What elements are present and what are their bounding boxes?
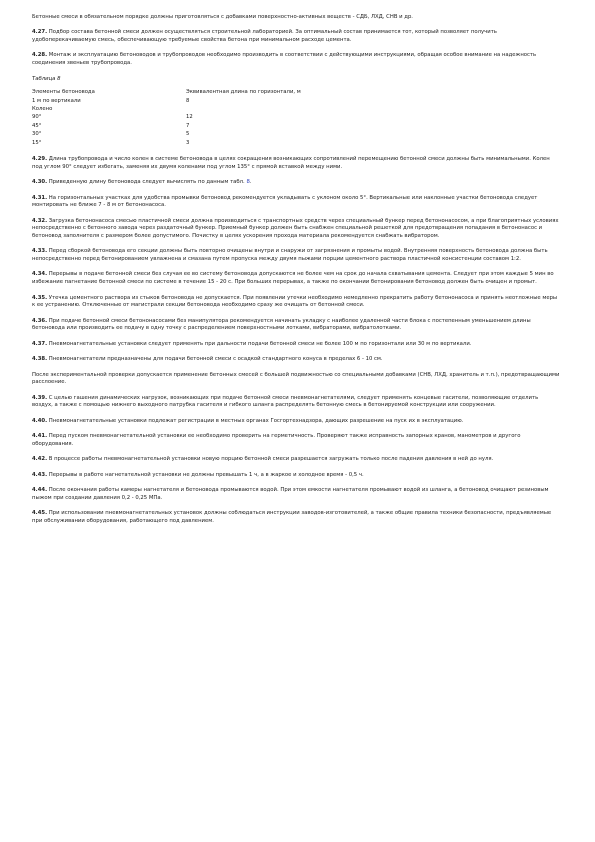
table-cell: 12 (186, 114, 193, 121)
table-cell: 90° (32, 114, 42, 121)
paragraph-text: На горизонтальных участках для удобства промывки бетоновод рекомендуется укладывать с уклоном около 5°. Вертикальные или наклонные участки бетоновода следует монтировать не ближе 7 - 8 м от бетононасоса. (32, 194, 538, 209)
paragraph-number: 4.32. (32, 217, 48, 224)
paragraph-4-36 (32, 318, 560, 333)
table-cell: 30° (32, 131, 42, 138)
paragraph-number: 4.29. (32, 156, 48, 163)
paragraph-number: 4.41. (32, 433, 48, 440)
paragraph-4-45 (32, 510, 560, 525)
paragraph-number: 4.27. (32, 29, 48, 36)
paragraph-number: 4.45. (32, 510, 48, 517)
paragraph-text: Подбор состава бетонной смеси должен осуществляться строительной лабораторией. За оптимальный состав принимается тот, который позволяет получить удобоперекачиваемую смесь, обеспечивающую требуемые свойства бетона при минимальном расходе цемента. (32, 29, 497, 44)
table-cell: 45° (32, 122, 42, 129)
table-reference-link[interactable]: 8 (246, 179, 250, 186)
paragraph-number: 4.38. (32, 356, 48, 363)
paragraph-number: 4.28. (32, 52, 48, 59)
table-caption: Таблица 8 (32, 75, 61, 82)
paragraph-text: Длина трубопровода и число колен в системе бетоновода в целях сокращения возникающих сопротивлений перемещению бетонной смеси должны быть минимальными. Колен под углом 90° следует избегать, заменяя их двумя коленами под углом 135° с прямой вставкой между ними. (32, 156, 550, 170)
paragraph-text: Перерывы в подаче бетонной смеси без случая ее во систему бетоновода допускаются не более чем на срок до начала схватывания цемента. Следует при этом каждые 5 мин во избежание пагнетание бетонной смеси по системе в течение 15 - 20 с. При больших перерывах, а также по окончании бетонирования бетоновод должен быть очищен и промыт. (32, 271, 554, 286)
paragraph-number: 4.44. (32, 487, 48, 493)
paragraph-4-37 (32, 341, 560, 349)
paragraph-number: 4.34. (32, 271, 48, 278)
paragraph-4-43 (32, 472, 560, 480)
paragraph-text: . (249, 179, 252, 186)
paragraph-4-44 (32, 487, 560, 502)
table-cell: 3 (186, 139, 190, 146)
paragraph-text: Утечка цементного раствора из стыков бетоновода не допускается. При появлении утечки необходимо немедленно прекратить работу бетононасоса и принять неотложные меры к ее устранению. Отключенные от магистрали секции бетоновода необходимо сразу же очищать от бетонной смеси. (32, 294, 558, 309)
paragraph-4-38-note: После экспериментальной проверки допускается применение бетонных смесей с большей подвижностью со специальными добавками (СНВ, ЛХД, хранитель и т.п.), предотвращающими расслоение. (32, 371, 560, 386)
paragraph-number: 4.42. (32, 456, 48, 463)
table-cell: 5 (186, 131, 190, 138)
table-header-row (32, 89, 301, 97)
paragraph-text: Перед сборкой бетоновода его секции должны быть повторно очищены внутри и снаружи от загрязнения и промыты водой. Внутренняя поверхность бетоновода должна быть непосредственно перед бетонированием увлажнена и смазана путем пропуска между двумя пыжами порции цементного раствора пластичной консистенции составом 1:2. (32, 248, 548, 263)
paragraph-4-42 (32, 456, 560, 464)
paragraph-4-30 (32, 179, 560, 187)
paragraph-text: Пневмонагнетательные установки подлежат регистрации в местных органах Госгортехнадзора, дающих разрешение на пуск их в эксплуатацию. (48, 417, 464, 424)
paragraph-text: Монтаж и эксплуатацию бетоноводов и трубопроводов необходимо производить в соответствии с действующими инструкциями, обращая особое внимание на надежность соединения звеньев трубопровода. (32, 52, 537, 67)
table-cell: 8 (186, 97, 190, 104)
paragraph-4-29 (32, 156, 560, 171)
paragraph-4-33 (32, 248, 560, 263)
paragraph-4-31 (32, 195, 560, 210)
paragraph-text: При использовании пневмонагнетательных установок должны соблюдаться инструкции заводов-изготовителей, а также общие правила техники безопасности, предъявляемые при обслуживании оборудования, работающего под давлением. (32, 510, 552, 524)
paragraph-number: 4.31. (32, 194, 48, 201)
paragraph-4-39 (32, 395, 560, 410)
paragraph-number: 4.39. (32, 394, 48, 401)
paragraph-intro: Бетонные смеси в обязательном порядке должны приготовляться с добавками поверхностно-активных веществ - СДБ, ЛХД, СНВ и др. (32, 14, 413, 20)
paragraph-text: После окончания работы камеры нагнетателя и бетоновода промываются водой. При этом емкости нагнетателя промывают водой из шланга, а бетоновод очищают резиновым пыжом при создании давления 0,2 - 0,25 МПа. (32, 487, 549, 501)
paragraph-text: Пневмонагнетательные установки следует применять при дальности подачи бетонной смеси не более 100 м по горизонтали или 30 м по вертикали. (48, 340, 472, 347)
table-cell: Колено (32, 106, 53, 113)
table-header-cell: Элементы бетоновода (32, 89, 95, 96)
paragraph-number: 4.33. (32, 248, 48, 255)
paragraph-text: Перед пуском пневмонагнетательной установки ее необходимо проверить на герметичность. Проверяют также исправность запорных кранов, манометров и другого оборудования. (32, 433, 521, 447)
paragraph-number: 4.40. (32, 417, 48, 424)
table-cell: 1 м по вертикали (32, 97, 81, 104)
table-row (32, 131, 301, 139)
paragraph-number: 4.35. (32, 294, 48, 301)
paragraph-text: Приведенную длину бетоновода следует вычислять по данным табл. (48, 179, 247, 186)
paragraph-number: 4.37. (32, 340, 48, 347)
table-header-cell: Эквивалентная длина по горизонтали, м (186, 89, 301, 96)
table-8 (32, 89, 301, 148)
paragraph-text: Перерывы в работе нагнетательной установки не должны превышать 1 ч, а в жаркое и холодное время - 0,5 ч. (48, 471, 364, 478)
table-row (32, 114, 301, 122)
table-cell: 15° (32, 139, 42, 146)
paragraph-text: Загрузка бетононасоса смесью пластичной смеси должна производиться с транспортных средств через специальный бункер перед бетононасосом, а при благоприятных условиях непосредственно с бетонного завода через раздаточный бункер. Приемный бункер должен быть снабжен специальной решеткой для предотвращения попадания в бетононасос и бетоновод заполнителя с размером более допустимого. Почистку в целях ускорения прохода материала рекомендуется снабжать вибратором. (32, 217, 559, 239)
table-cell: 7 (186, 122, 190, 129)
paragraph-4-27 (32, 29, 560, 44)
table-row (32, 123, 301, 131)
table-row (32, 106, 301, 114)
paragraph-4-28 (32, 52, 560, 67)
paragraph-number: 4.30. (32, 179, 48, 186)
paragraph-4-38 (32, 356, 560, 364)
table-cell (186, 106, 301, 114)
paragraph-text: С целью гашения динамических нагрузок, возникающих при подаче бетонной смеси пневмонагнетателями, следует применять концевые гасители, позволяющие отделить воздух, а также с помощью нижнего выходного патрубка гасителя и гибкого шланга распределять бетонную смесь в бетонируемой конструкции или сооружении. (32, 394, 539, 409)
paragraph-number: 4.36. (32, 317, 48, 324)
paragraph-4-34 (32, 271, 560, 286)
paragraph-text: Пневмонагнетатели предназначены для подачи бетонной смеси с осадкой стандартного конуса в пределах 6 - 10 см. (48, 356, 383, 363)
paragraph-4-32 (32, 218, 560, 241)
table-row (32, 140, 301, 148)
paragraph-number: 4.43. (32, 471, 48, 478)
table-row (32, 98, 301, 106)
paragraph-4-40 (32, 418, 560, 426)
paragraph-text: При подаче бетонной смеси бетононасосами без манипулятора рекомендуется начинать укладку с наиболее удаленной части блока с постепенным уменьшением длины бетоновода или производить ее подачу в одну точку с распределением поверхностными лотками, вибраторами, вибратолотками. (32, 317, 531, 332)
paragraph-4-35 (32, 295, 560, 310)
paragraph-text: В процессе работы пневмонагнетательной установки новую порцию бетонной смеси разрешается загружать только после падения давления в ней до нуля. (48, 456, 494, 463)
paragraph-4-41 (32, 433, 560, 448)
